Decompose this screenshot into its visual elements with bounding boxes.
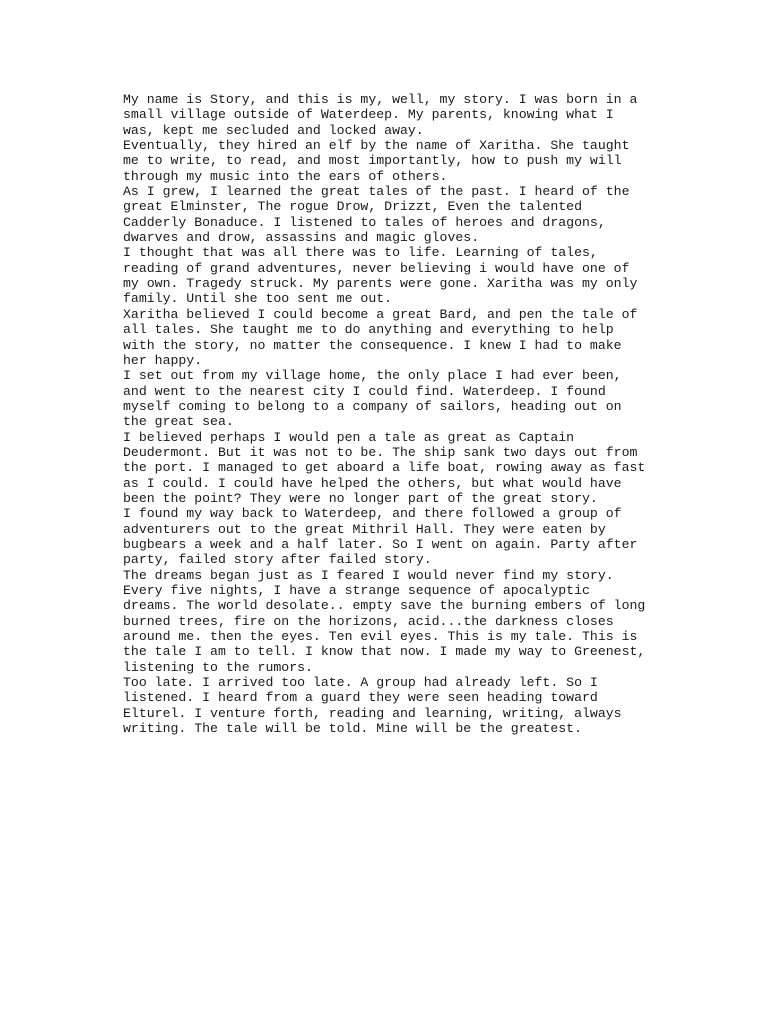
text-line: the great sea. — [123, 414, 234, 430]
text-line: The dreams began just as I feared I would never find my story. — [123, 567, 614, 583]
text-line: through my music into the ears of others. — [123, 168, 448, 184]
text-line: all tales. She taught me to do anything and everything to help — [123, 322, 614, 338]
text-line: the tale I am to tell. I know that now. I made my way to Greenest, — [123, 644, 646, 660]
text-line: was, kept me secluded and locked away. — [123, 122, 424, 138]
text-line: Xaritha believed I could become a great Bard, and pen the tale of — [123, 306, 638, 322]
text-line: small village outside of Waterdeep. My parents, knowing what I — [123, 107, 614, 123]
text-line: listened. I heard from a guard they were seen heading toward — [123, 690, 598, 706]
text-line: as I could. I could have helped the others, but what would have — [123, 475, 622, 491]
text-line: bugbears a week and a half later. So I went on again. Party after — [123, 536, 638, 552]
text-line: great Elminster, The rogue Drow, Drizzt, Even the talented — [123, 199, 582, 215]
text-line: myself coming to belong to a company of sailors, heading out on — [123, 398, 622, 414]
text-line: reading of grand adventures, never believing i would have one of — [123, 260, 630, 276]
text-line: As I grew, I learned the great tales of the past. I heard of the — [123, 184, 630, 200]
text-line: with the story, no matter the consequence. I knew I had to make — [123, 337, 622, 353]
text-line: the port. I managed to get aboard a life boat, rowing away as fast — [123, 460, 646, 476]
story-text — [123, 92, 663, 736]
text-line: her happy. — [123, 352, 203, 368]
text-line: I believed perhaps I would pen a tale as great as Captain — [123, 429, 575, 445]
text-line: party, failed story after failed story. — [123, 552, 432, 568]
text-line: writing. The tale will be told. Mine will be the greatest. — [123, 721, 582, 737]
text-line: burned trees, fire on the horizons, acid...the darkness closes — [123, 613, 614, 629]
text-line: Elturel. I venture forth, reading and learning, writing, always — [123, 705, 622, 721]
text-line: Too late. I arrived too late. A group had already left. So I — [123, 675, 598, 691]
text-line: dwarves and drow, assassins and magic gloves. — [123, 230, 480, 246]
text-line: family. Until she too sent me out. — [123, 291, 393, 307]
text-line: Every five nights, I have a strange sequence of apocalyptic — [123, 583, 590, 598]
text-line: Deudermont. But it was not to be. The ship sank two days out from — [123, 444, 638, 460]
text-line: been the point? They were no longer part of the great story. — [123, 490, 598, 506]
text-line: listening to the rumors. — [123, 659, 313, 675]
text-line: adventurers out to the great Mithril Hall. They were eaten by — [123, 521, 606, 537]
text-line: my own. Tragedy struck. My parents were gone. Xaritha was my only — [123, 276, 638, 292]
text-line: I found my way back to Waterdeep, and there followed a group of — [123, 506, 622, 522]
text-line: and went to the nearest city I could find. Waterdeep. I found — [123, 383, 606, 399]
text-line: around me. then the eyes. Ten evil eyes. This is my tale. This is — [123, 629, 638, 645]
text-line: Eventually, they hired an elf by the name of Xaritha. She taught — [123, 138, 630, 154]
text-line: me to write, to read, and most importantly, how to push my will — [123, 153, 622, 169]
text-line: dreams. The world desolate.. empty save the burning embers of long — [123, 598, 646, 614]
text-line: Cadderly Bonaduce. I listened to tales of heroes and dragons, — [123, 214, 606, 230]
text-line: I thought that was all there was to life. Learning of tales, — [123, 245, 598, 261]
text-line: I set out from my village home, the only place I had ever been, — [123, 368, 622, 384]
text-line: My name is Story, and this is my, well, my story. I was born in a — [123, 92, 638, 107]
